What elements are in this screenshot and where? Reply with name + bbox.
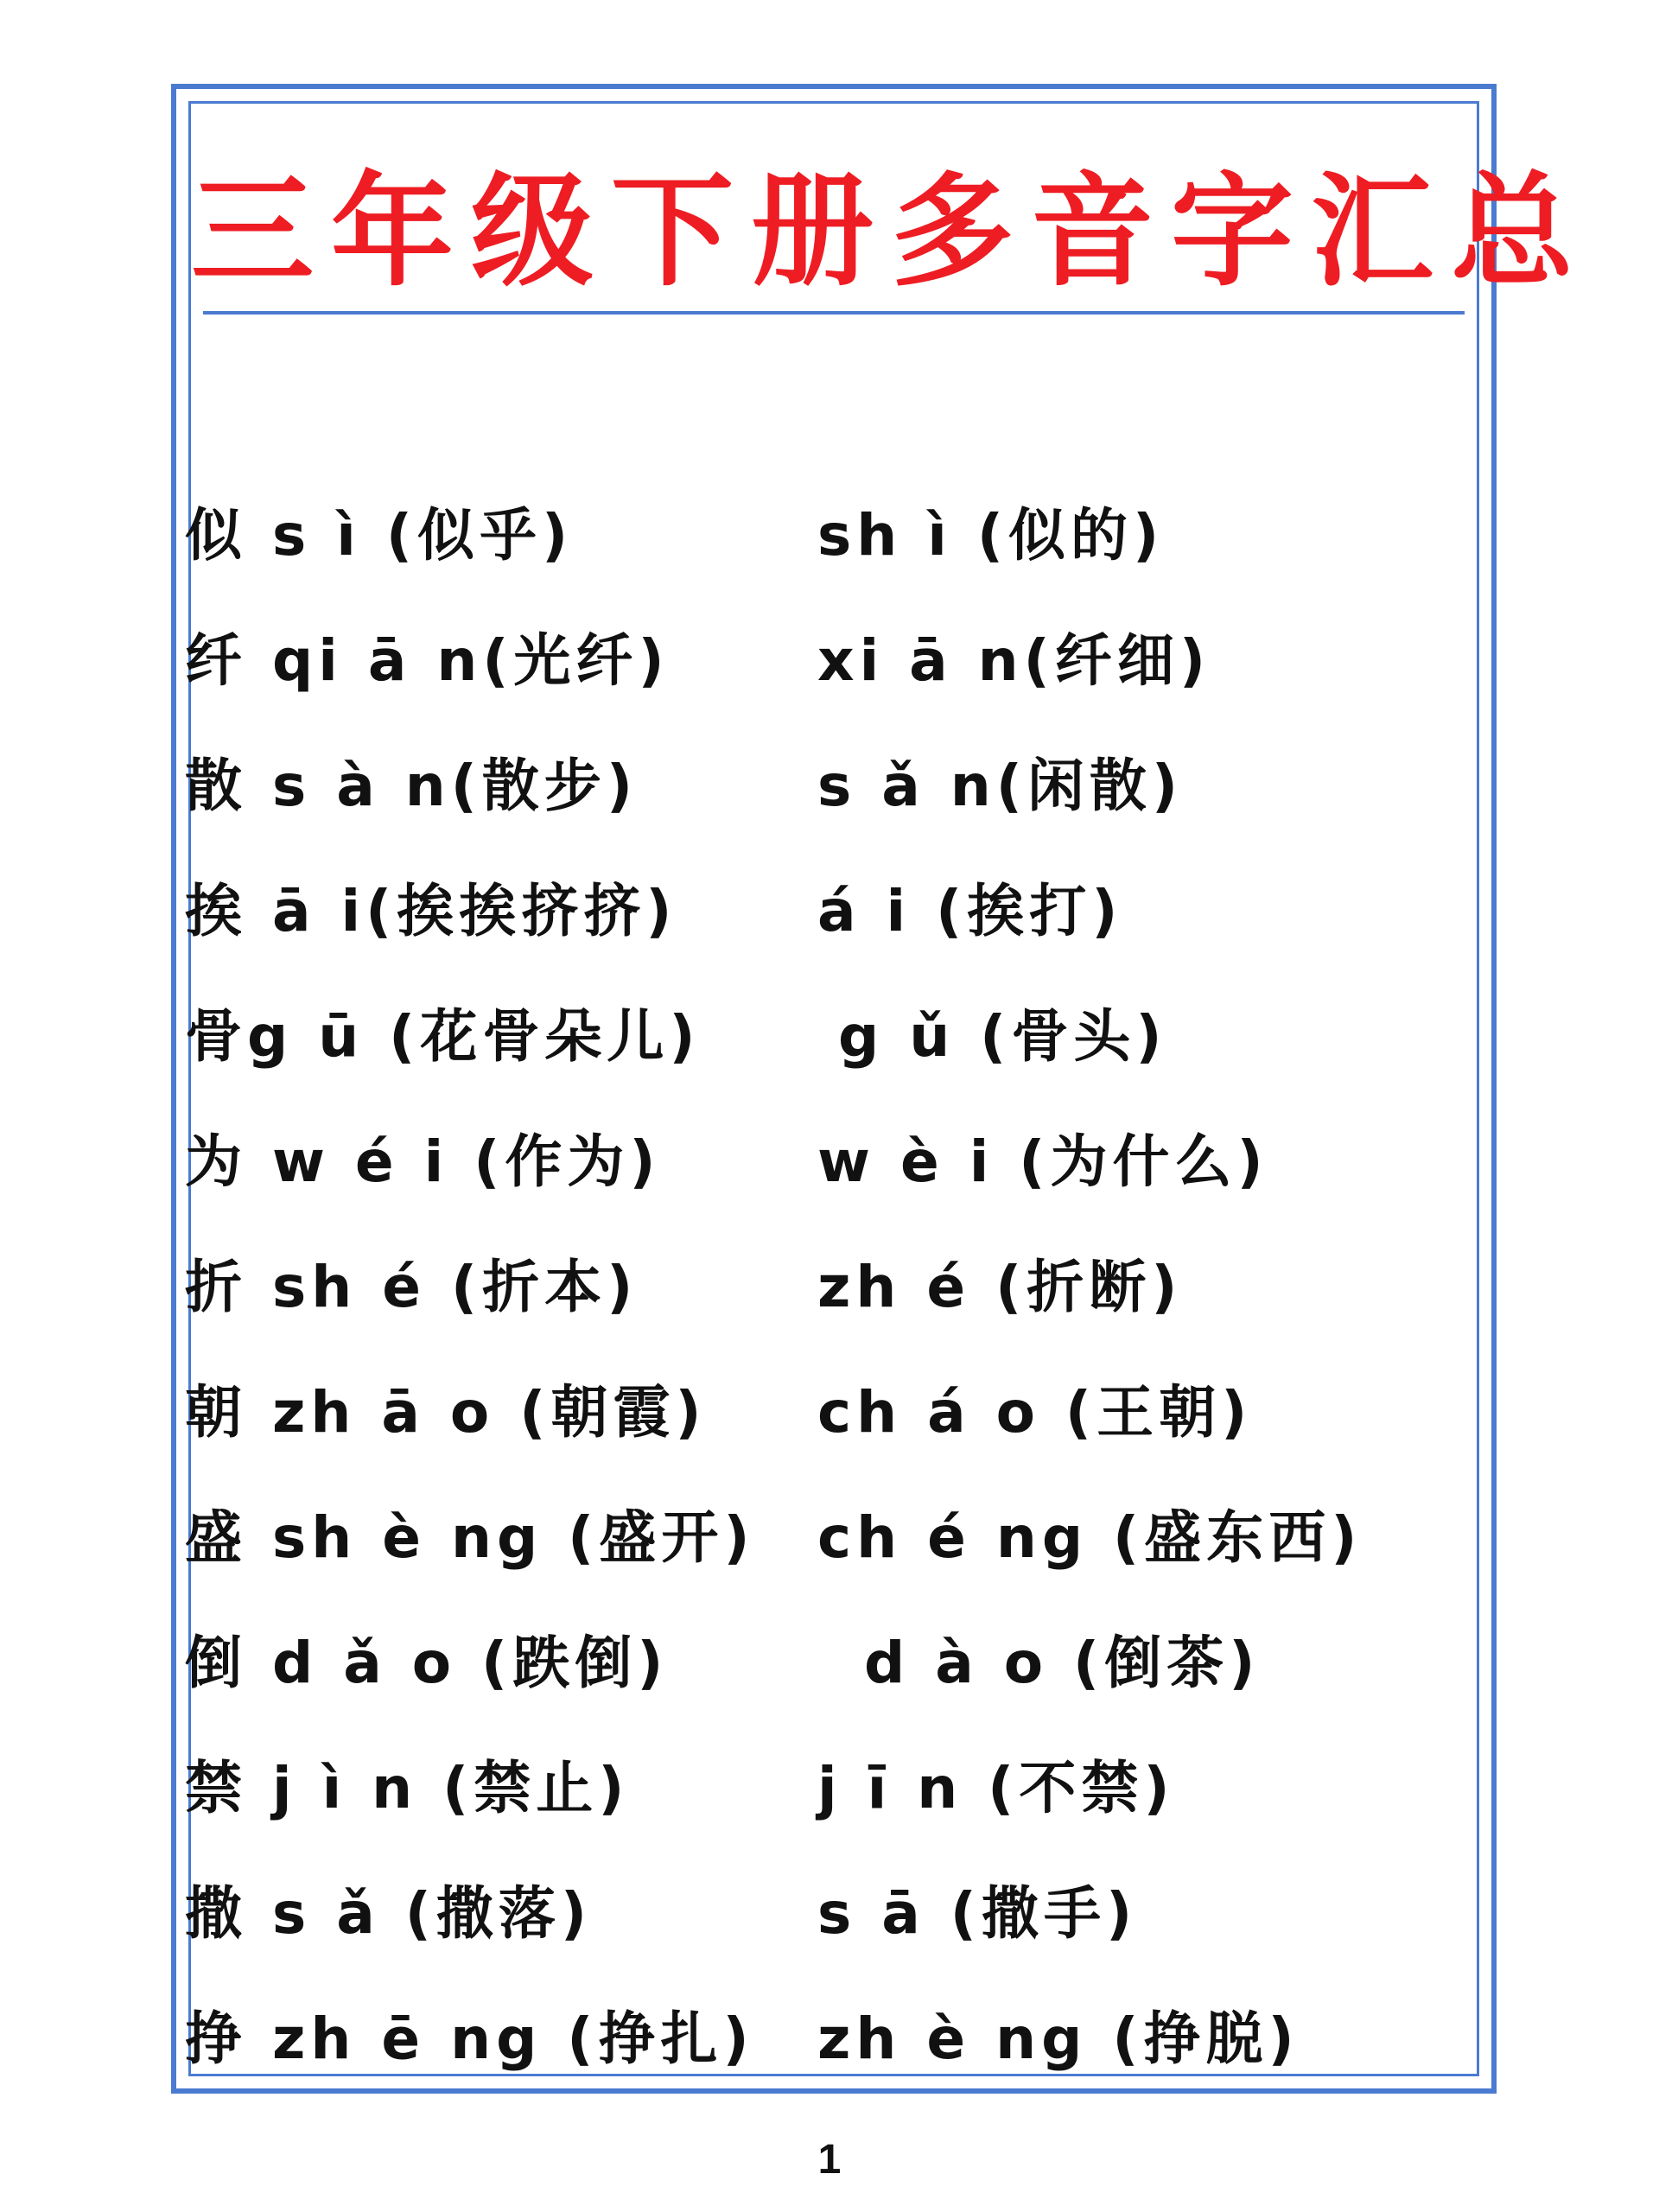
left-entry: 散 s à n(散步)	[185, 753, 639, 819]
left-entry: 挣 zh ē ng (挣扎)	[185, 2005, 754, 2072]
right-entry: g ǔ (骨头)	[838, 1003, 1167, 1070]
list-row	[0, 484, 1659, 588]
left-entry: 为 w é i (作为)	[185, 1128, 661, 1195]
list-row	[0, 1361, 1659, 1465]
left-entry: 骨g ū (花骨朵儿)	[185, 1003, 701, 1070]
left-entry: 朝 zh ā o (朝霞)	[185, 1379, 707, 1446]
left-entry: 挨 ā i(挨挨挤挤)	[185, 878, 677, 944]
list-row	[0, 860, 1659, 963]
list-row	[0, 1486, 1659, 1590]
left-entry: 撒 s ǎ (撒落)	[185, 1880, 593, 1947]
list-row	[0, 1110, 1659, 1214]
page-number: 1	[817, 2137, 842, 2183]
left-entry: 似 s ì (似乎)	[185, 502, 574, 569]
right-entry: d à o (倒茶)	[864, 1630, 1261, 1696]
right-entry: j ī n (不禁)	[817, 1755, 1175, 1821]
list-row	[0, 1236, 1659, 1339]
page-title: 三年级下册多音字汇总	[191, 161, 1591, 303]
right-entry: ch á o (王朝)	[817, 1379, 1253, 1446]
right-entry: xi ā n(纤细)	[817, 627, 1211, 694]
list-row	[0, 985, 1659, 1089]
list-row	[0, 1611, 1659, 1715]
list-row	[0, 1862, 1659, 1966]
left-entry: 倒 d ǎ o (跌倒)	[185, 1630, 669, 1696]
right-entry: ch é ng (盛东西)	[817, 1504, 1363, 1571]
right-entry: á i (挨打)	[817, 878, 1123, 944]
right-entry: zh é (折断)	[817, 1254, 1183, 1320]
left-entry: 折 sh é (折本)	[185, 1254, 639, 1320]
right-entry: s ǎ n(闲散)	[817, 753, 1184, 819]
left-entry: 禁 j ì n (禁止)	[185, 1755, 630, 1821]
list-row	[0, 1987, 1659, 2091]
list-row	[0, 609, 1659, 713]
list-row	[0, 734, 1659, 838]
left-entry: 盛 sh è ng (盛开)	[185, 1504, 755, 1571]
right-entry: s ā (撒手)	[817, 1880, 1138, 1947]
right-entry: zh è ng (挣脱)	[817, 2005, 1300, 2072]
list-row	[0, 1737, 1659, 1840]
right-entry: sh ì (似的)	[817, 502, 1165, 569]
left-entry: 纤 qi ā n(光纤)	[185, 627, 670, 694]
right-entry: w è i (为什么)	[817, 1128, 1268, 1195]
